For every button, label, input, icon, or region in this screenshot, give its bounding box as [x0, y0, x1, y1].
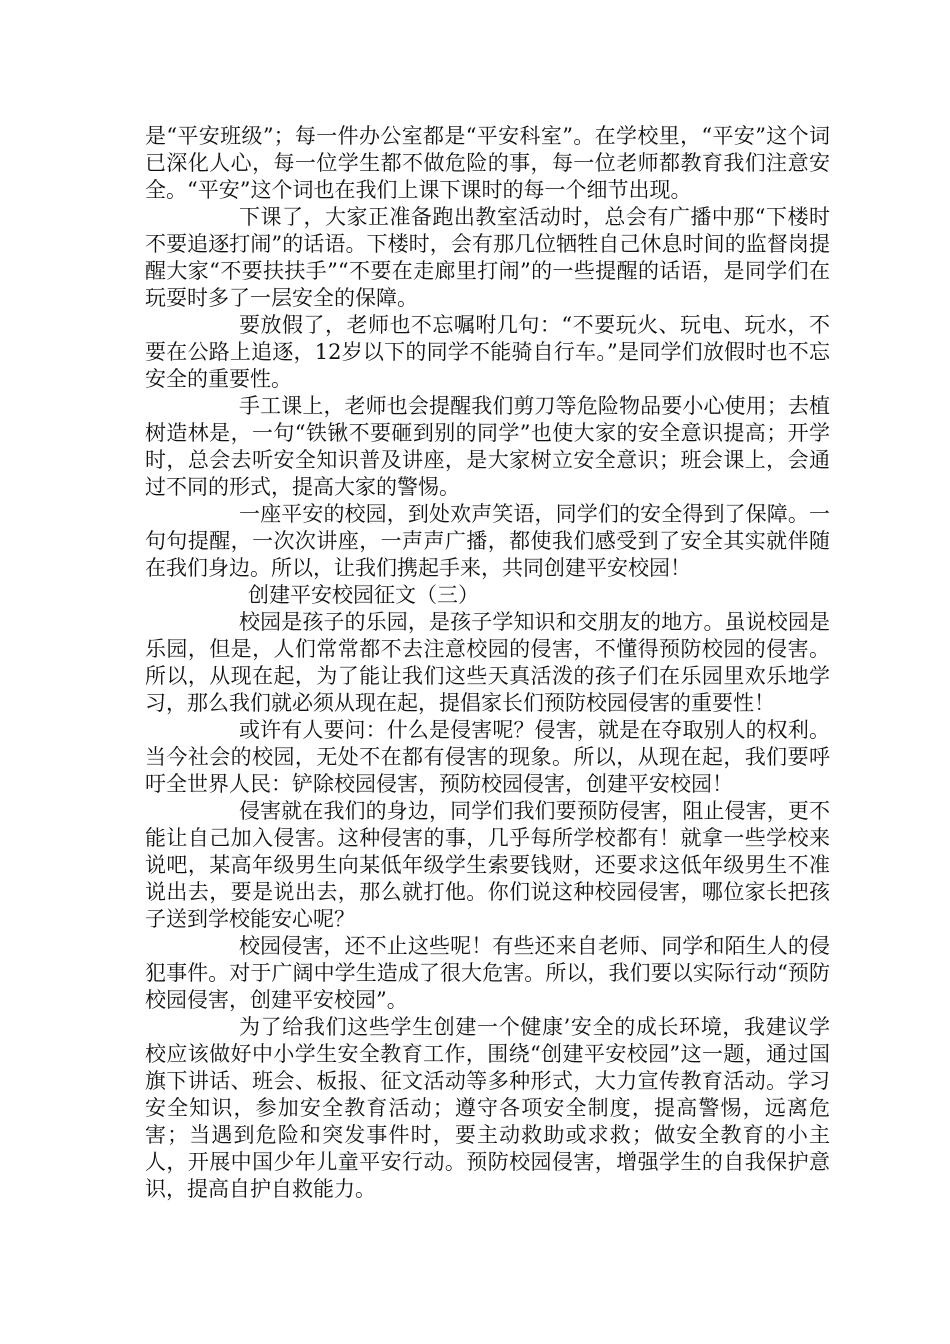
paragraph-4: 手工课上，老师也会提醒我们剪刀等危险物品要小心使用；去植树造林是，一句“铁锹不要砸到别的同学”也使大家的安全意识提高；开学时，总会去听安全知识普及讲座，是大家树立安全意识；班会课上，会通过不同的形式，提高大家的警惕。 [145, 394, 830, 499]
paragraph-3: 要放假了，老师也不忘嘱咐几句：“不要玩火、玩电、玩水，不要在公路上追逐，12岁以下的同学不能骑自行车。”是同学们放假时也不忘安全的重要性。 [145, 313, 830, 391]
paragraph-9: 校园侵害，还不止这些呢！有些还来自老师、同学和陌生人的侵犯事件。对于广阔中学生造成了很大危害。所以，我们要以实际行动“预防校园侵害，创建平安校园”。 [145, 934, 830, 1012]
paragraph-8: 侵害就在我们的身边，同学们我们要预防侵害，阻止侵害，更不能让自己加入侵害。这种侵害的事，几乎每所学校都有！就拿一些学校来说吧，某高年级男生向某低年级学生索要钱财，还要求这低年级男生不准说出去，要是说出去，那么就打他。你们说这种校园侵害，哪位家长把孩子送到学校能安心呢？ [145, 799, 830, 931]
paragraph-7: 或许有人要问：什么是侵害呢？侵害，就是在夺取别人的权利。当今社会的校园，无处不在都有侵害的现象。所以，从现在起，我们要呼吁全世界人民：铲除校园侵害，预防校园侵害，创建平安校园！ [145, 718, 830, 796]
paragraph-2: 下课了，大家正准备跑出教室活动时，总会有广播中那“下楼时不要追逐打闹”的话语。下楼时，会有那几位牺牲自己休息时间的监督岗提醒大家“不要扶扶手”“不要在走廊里打闹”的一些提醒的话语，是同学们在玩耍时多了一层安全的保障。 [145, 205, 830, 310]
section-title: 创建平安校园征文（三） [248, 583, 479, 607]
paragraph-6: 校园是孩子的乐园，是孩子学知识和交朋友的地方。虽说校园是乐园，但是，人们常常都不去注意校园的侵害，不懂得预防校园的侵害。所以，从现在起，为了能让我们这些天真活泼的孩子们在乐园里欢乐地学习，那么我们就必须从现在起，提倡家长们预防校园侵害的重要性！ [145, 610, 830, 715]
document-body [145, 123, 830, 1203]
paragraph-10: 为了给我们这些学生创建一个健康’安全的成长环境，我建议学校应该做好中小学生安全教育工作，围绕“创建平安校园”这一题，通过国旗下讲话、班会、板报、征文活动等多种形式，大力宣传教育活动。学习安全知识，参加安全教育活动；遵守各项安全制度，提高警惕，远离危害；当遇到危险和突发事件时，要主动救助或求救；做安全教育的小主人，开展中国少年儿童平安行动。预防校园侵害，增强学生的自我保护意识，提高自护自救能力。 [145, 1015, 830, 1201]
paragraph-1: 是“平安班级”；每一件办公室都是“平安科室”。在学校里，“平安”这个词已深化人心，每一位学生都不做危险的事，每一位老师都教育我们注意安全。“平安”这个词也在我们上课下课时的每一个细节出现。 [145, 124, 830, 202]
paragraph-5: 一座平安的校园，到处欢声笑语，同学们的安全得到了保障。一句句提醒，一次次讲座，一声声广播，都使我们感受到了安全其实就伴随在我们身边。所以，让我们携起手来，共同创建平安校园！ [145, 502, 830, 580]
